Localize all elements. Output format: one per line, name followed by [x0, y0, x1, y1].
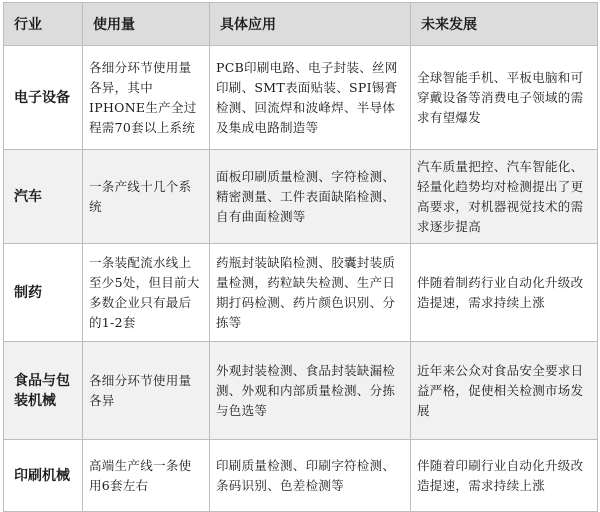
cell-usage: 高端生产线一条使用6套左右 [83, 440, 210, 512]
cell-application: 印刷质量检测、印刷字符检测、条码识别、色差检测等 [210, 440, 411, 512]
header-row [4, 3, 598, 46]
cell-application: 药瓶封装缺陷检测、胶囊封装质量检测，药粒缺失检测、生产日期打码检测、药片颜色识别、分拣等 [210, 244, 411, 342]
table-row [4, 440, 598, 512]
table-row [4, 46, 598, 150]
cell-industry: 印刷机械 [4, 440, 83, 512]
header-application: 具体应用 [210, 3, 411, 46]
cell-industry: 汽车 [4, 150, 83, 244]
cell-industry: 制药 [4, 244, 83, 342]
cell-usage: 一条产线十几个系统 [83, 150, 210, 244]
cell-usage: 一条装配流水线上至少5处，但目前大多数企业只有最后的1-2套 [83, 244, 210, 342]
table-row [4, 244, 598, 342]
machine-vision-industry-table-container [3, 2, 597, 506]
cell-future: 伴随着印刷行业自动化升级改造提速，需求持续上涨 [411, 440, 598, 512]
machine-vision-industry-table [3, 2, 598, 512]
table-row [4, 342, 598, 440]
cell-usage: 各细分环节使用量各异 [83, 342, 210, 440]
table-row [4, 150, 598, 244]
cell-application: PCB印刷电路、电子封装、丝网印刷、SMT表面贴装、SPI锡膏检测、回流焊和波峰焊、半导体及集成电路制造等 [210, 46, 411, 150]
header-industry: 行业 [4, 3, 83, 46]
cell-industry: 电子设备 [4, 46, 83, 150]
header-usage: 使用量 [83, 3, 210, 46]
header-future: 未来发展 [411, 3, 598, 46]
cell-application: 外观封装检测、食品封装缺漏检测、外观和内部质量检测、分拣与色选等 [210, 342, 411, 440]
cell-application: 面板印刷质量检测、字符检测、精密测量、工件表面缺陷检测、自有曲面检测等 [210, 150, 411, 244]
cell-industry: 食品与包装机械 [4, 342, 83, 440]
cell-future: 全球智能手机、平板电脑和可穿戴设备等消费电子领域的需求有望爆发 [411, 46, 598, 150]
cell-future: 近年来公众对食品安全要求日益严格，促使相关检测市场发展 [411, 342, 598, 440]
cell-future: 汽车质量把控、汽车智能化、轻量化趋势均对检测提出了更高要求，对机器视觉技术的需求逐步提高 [411, 150, 598, 244]
cell-usage: 各细分环节使用量各异，其中IPHONE生产全过程需70套以上系统 [83, 46, 210, 150]
cell-future: 伴随着制药行业自动化升级改造提速，需求持续上涨 [411, 244, 598, 342]
